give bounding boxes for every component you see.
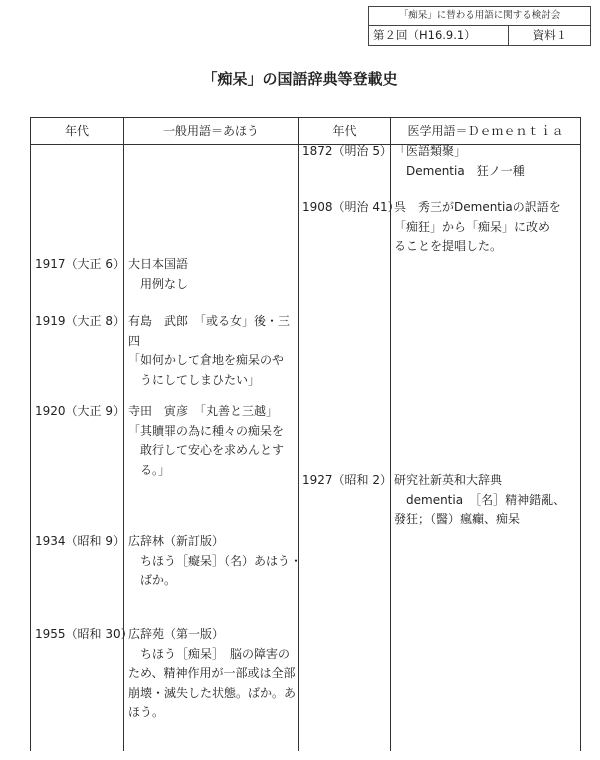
entry-text-line: 研究社新英和大辞典 <box>394 473 503 487</box>
entry-date: 1934（昭和 9） <box>35 534 125 548</box>
entry-date: 1919（大正 8） <box>35 314 125 328</box>
entry-text-line: ちほう［癡呆］（名）あはう・ <box>128 553 303 568</box>
entry-text-line: 「痴狂」から「痴呆」に改め <box>394 219 551 234</box>
entry-text-line: 大日本国語 <box>128 257 189 271</box>
entry-text-line: る。」 <box>128 462 171 477</box>
document-number: 資料１ <box>532 28 568 42</box>
entry-date: 1955（昭和 30） <box>35 627 133 641</box>
entry-text-line: 崩壊・滅失した状態。ばか。あ <box>128 685 297 700</box>
entry-text-line: 用例なし <box>128 276 189 291</box>
entry-text-line: 広辞苑（第一版） <box>128 627 225 641</box>
meeting-info: 第２回（H16.9.1） <box>369 26 509 45</box>
entry-text-line: ばか。 <box>128 573 177 587</box>
column-header-medical-term: 医学用語＝Ｄｅｍｅｎｔｉａ <box>407 124 564 138</box>
entry-date: 1908（明治 41） <box>302 200 400 214</box>
column-header-era: 年代 <box>64 124 89 138</box>
column-divider <box>298 118 299 751</box>
entry-text-line: 四 <box>128 333 141 348</box>
entry-text-line: ることを提唱した。 <box>394 239 503 253</box>
entry-date: 1927（昭和 2） <box>302 473 392 487</box>
entry-date: 1920（大正 9） <box>35 404 125 418</box>
entry-text-line: ため、精神作用が一部或は全部 <box>128 666 296 680</box>
entry-text-line: 広辞林（新訂版） <box>128 534 225 548</box>
column-header-general-term: 一般用語＝あほう <box>162 124 259 138</box>
committee-name: 「痴呆」に替わる用語に関する検討会 <box>369 7 590 26</box>
column-divider <box>123 118 124 751</box>
document-header-box <box>368 6 591 46</box>
page-title: 「痴呆」の国語辞典等登載史 <box>202 70 398 88</box>
entry-text-line: 發狂；（醫）瘋癲、痴呆 <box>394 512 521 526</box>
entry-text-line: Dementia 狂ノ一種 <box>394 163 525 178</box>
entry-text-line: 敢行して安心を求めんとす <box>128 443 285 457</box>
entry-text-line: うにしてしまひたい」 <box>128 372 261 387</box>
entry-text-line: 呉 秀三がDementiaの訳語を <box>394 200 561 214</box>
entry-date: 1872（明治 5） <box>302 144 392 158</box>
entry-text-line: dementia ［名］精神錯亂、 <box>394 492 566 507</box>
column-header-era-medical: 年代 <box>332 124 357 138</box>
entry-text-line: 寺田 寅彦 「丸善と三越」 <box>128 404 279 418</box>
entry-date: 1917（大正 6） <box>35 257 125 271</box>
entry-text-line: 有島 武郎 「或る女」後・三 <box>128 314 291 328</box>
entry-text-line: 「其贖罪の為に種々の痴呆を <box>128 423 285 438</box>
entry-text-line: 「如何かして倉地を痴呆のや <box>128 353 285 367</box>
entry-text-line: 「医語類聚」 <box>394 144 467 158</box>
entry-text-line: ちほう［痴呆］ 脳の障害の <box>128 646 291 661</box>
entry-text-line: ほう。 <box>128 705 165 719</box>
